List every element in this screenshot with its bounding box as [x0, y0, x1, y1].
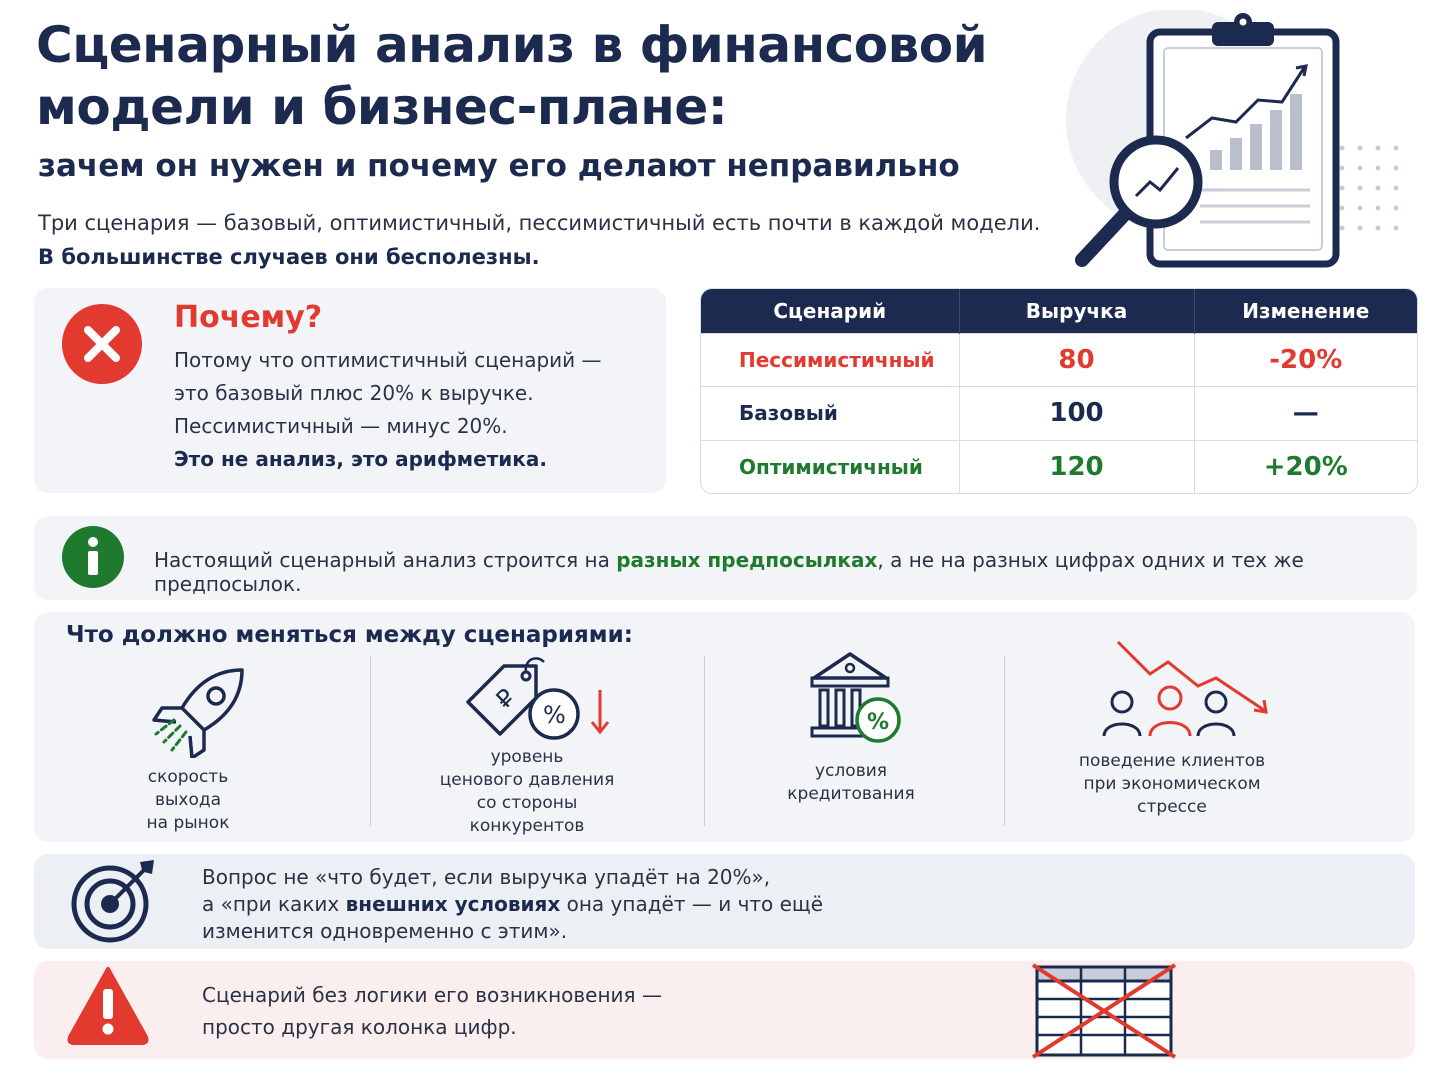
warning-card	[34, 961, 1415, 1059]
crossed-spreadsheet-icon	[1029, 961, 1179, 1061]
why-line-3: Пессимистичный — минус 20%.	[174, 414, 508, 438]
changes-card	[34, 612, 1415, 842]
warning-icon	[66, 965, 150, 1045]
bank-icon	[808, 648, 904, 744]
table-row	[701, 387, 1417, 441]
scenario-table	[700, 288, 1418, 494]
title-line-2: модели и бизнес-плане:	[36, 78, 728, 136]
table-row	[701, 440, 1417, 493]
lead-line-2: В большинстве случаев они бесполезны.	[38, 245, 540, 269]
scenario-revenue: 100	[959, 387, 1194, 441]
question-card	[34, 854, 1415, 949]
question-text: Вопрос не «что будет, если выручка упадёт на 20%», а «при каких внешних условиях она упадёт — и что ещё изменится одновременно с этим».	[202, 865, 824, 943]
table-header-row	[701, 289, 1417, 333]
lead-text	[38, 206, 1040, 274]
price-tag-icon	[464, 652, 616, 748]
header-scenario: Сценарий	[701, 289, 959, 333]
svg-text:%: %	[543, 701, 566, 729]
factor-label: поведение клиентов при экономическом стрессе	[1078, 751, 1266, 817]
info-icon	[62, 526, 124, 588]
scenario-name: Базовый	[701, 387, 959, 441]
scenario-revenue: 80	[959, 333, 1194, 387]
factor-label: условия кредитования	[787, 761, 915, 804]
scenario-change: +20%	[1194, 440, 1417, 493]
scenario-revenue: 120	[959, 440, 1194, 493]
lead-line-1: Три сценария — базовый, оптимистичный, пессимистичный есть почти в каждой модели.	[38, 211, 1041, 235]
why-line-1: Потому что оптимистичный сценарий —	[174, 348, 602, 372]
error-x-icon	[62, 304, 142, 384]
rocket-icon	[146, 664, 250, 758]
divider	[704, 656, 705, 826]
divider	[370, 656, 371, 826]
changes-title: Что должно меняться между сценариями:	[66, 622, 633, 648]
scenario-change: -20%	[1194, 333, 1417, 387]
info-card	[34, 516, 1417, 600]
clipboard-chart-illustration	[1060, 10, 1420, 280]
table-row	[701, 333, 1417, 387]
page-subtitle: зачем он нужен и почему его делают неправильно	[38, 148, 960, 184]
info-highlight: разных предпосылках	[616, 548, 878, 572]
factor-label: уровень ценового давления со стороны конкурентов	[439, 747, 615, 836]
info-text: Настоящий сценарный анализ строится на разных предпосылках, а не на разных цифрах одних и тех же предпосылок.	[154, 548, 1304, 596]
why-text	[174, 344, 602, 476]
why-line-2: это базовый плюс 20% к выручке.	[174, 381, 534, 405]
svg-text:%: %	[867, 710, 890, 735]
warning-text: Сценарий без логики его возникновения — просто другая колонка цифр.	[202, 983, 662, 1039]
header-revenue: Выручка	[959, 289, 1194, 333]
why-card	[34, 288, 666, 493]
why-line-4: Это не анализ, это арифметика.	[174, 447, 547, 471]
factor-label: скорость выхода на рынок	[146, 767, 230, 833]
scenario-change: —	[1194, 387, 1417, 441]
divider	[1004, 656, 1005, 826]
target-icon	[70, 858, 156, 944]
dot-grid-decoration	[1340, 146, 1399, 231]
page-title	[36, 14, 1046, 138]
why-title: Почему?	[174, 300, 323, 335]
scenario-name: Оптимистичный	[701, 440, 959, 493]
title-line-1: Сценарный анализ в финансовой	[36, 16, 988, 74]
svg-text:₽: ₽	[490, 683, 521, 714]
customers-icon	[1098, 638, 1278, 740]
scenario-name: Пессимистичный	[701, 333, 959, 387]
header-change: Изменение	[1194, 289, 1417, 333]
